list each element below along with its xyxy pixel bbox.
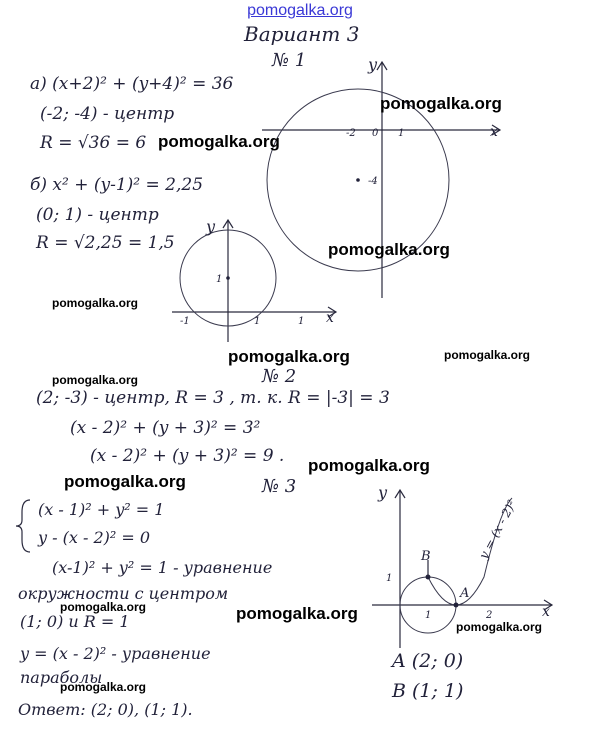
watermark: pomogalka.org — [60, 600, 147, 614]
watermark: pomogalka.org — [380, 94, 502, 113]
tick-x1: 1 — [298, 316, 305, 327]
watermark: pomogalka.org — [60, 680, 147, 694]
variant-title: Вариант 3 — [244, 22, 360, 46]
watermark: pomogalka.org — [52, 373, 139, 387]
task2-number: № 2 — [262, 366, 297, 387]
task3-system-line1: (x - 1)² + y² = 1 — [38, 500, 165, 519]
parabola-label: y = (x - 2)² — [476, 497, 520, 562]
watermark: pomogalka.org — [328, 240, 450, 259]
task1-a-center: (-2; -4) - центр — [40, 104, 175, 124]
y-label: y — [368, 55, 378, 74]
watermark: pomogalka.org — [308, 456, 430, 475]
label-b: B — [421, 549, 431, 564]
task3-number: № 3 — [262, 476, 297, 497]
point-a-dot — [454, 603, 459, 608]
watermark: pomogalka.org — [64, 472, 186, 491]
center-dot — [226, 276, 230, 280]
point-a-coords: A (2; 0) — [392, 650, 464, 672]
tick-one-x: 1 — [425, 610, 432, 621]
task3-answer: Ответ: (2; 0), (1; 1). — [18, 700, 193, 719]
task2-line3: (x - 2)² + (y + 3)² = 9 . — [90, 446, 285, 466]
tick-two-x: 2 — [486, 610, 493, 621]
graph-circle-a — [262, 55, 500, 298]
watermark: pomogalka.org — [158, 132, 280, 151]
watermark: pomogalka.org — [228, 347, 350, 366]
task2-line2: (x - 2)² + (y + 3)² = 3² — [70, 418, 261, 438]
task3-line5: (1; 0) и R = 1 — [20, 612, 130, 631]
tick-m4: -4 — [368, 176, 378, 187]
task2-line1: (2; -3) - центр, R = 3 , т. к. R = |-3| = 3 — [36, 388, 390, 408]
task3-line7: параболы — [20, 668, 103, 687]
task1-a-equation: а) (x+2)² + (y+4)² = 36 — [30, 74, 234, 94]
center-dot — [356, 178, 360, 182]
system-brace — [16, 500, 30, 552]
task1-b-center: (0; 1) - центр — [36, 205, 159, 225]
y-label: y — [206, 217, 216, 236]
tick-one: 1 — [216, 274, 223, 285]
task1-b-radius: R = √2,25 = 1,5 — [36, 233, 175, 253]
x-label: x — [490, 124, 498, 140]
y-label: y — [378, 483, 388, 502]
task1-number: № 1 — [272, 50, 307, 71]
task3-system-line2: y - (x - 2)² = 0 — [38, 528, 151, 547]
graph-circle-b — [172, 217, 336, 342]
point-b-coords: B (1; 1) — [392, 680, 464, 702]
tick-one: 1 — [398, 128, 405, 139]
tick-one-y: 1 — [386, 573, 393, 584]
task3-line6: y = (x - 2)² - уравнение — [20, 644, 211, 663]
label-a: A — [460, 586, 470, 601]
x-label: x — [326, 310, 334, 326]
watermark: pomogalka.org — [456, 620, 543, 634]
watermark: pomogalka.org — [236, 604, 358, 623]
site-link[interactable]: pomogalka.org — [247, 2, 353, 19]
task1-a-radius: R = √36 = 6 — [40, 133, 147, 153]
watermark: pomogalka.org — [52, 296, 139, 310]
task3-line3: (x-1)² + y² = 1 - уравнение — [52, 558, 273, 577]
tick-m2: -2 — [346, 128, 356, 139]
watermark: pomogalka.org — [444, 348, 531, 362]
x-label: x — [542, 604, 550, 620]
task3-line4: окружности с центром — [18, 584, 229, 603]
task1-b-equation: б) x² + (y-1)² = 2,25 — [30, 175, 204, 195]
tick-m1: -1 — [180, 316, 190, 327]
tick-zero: 0 — [372, 128, 379, 139]
tick-p1: 1 — [254, 316, 261, 327]
